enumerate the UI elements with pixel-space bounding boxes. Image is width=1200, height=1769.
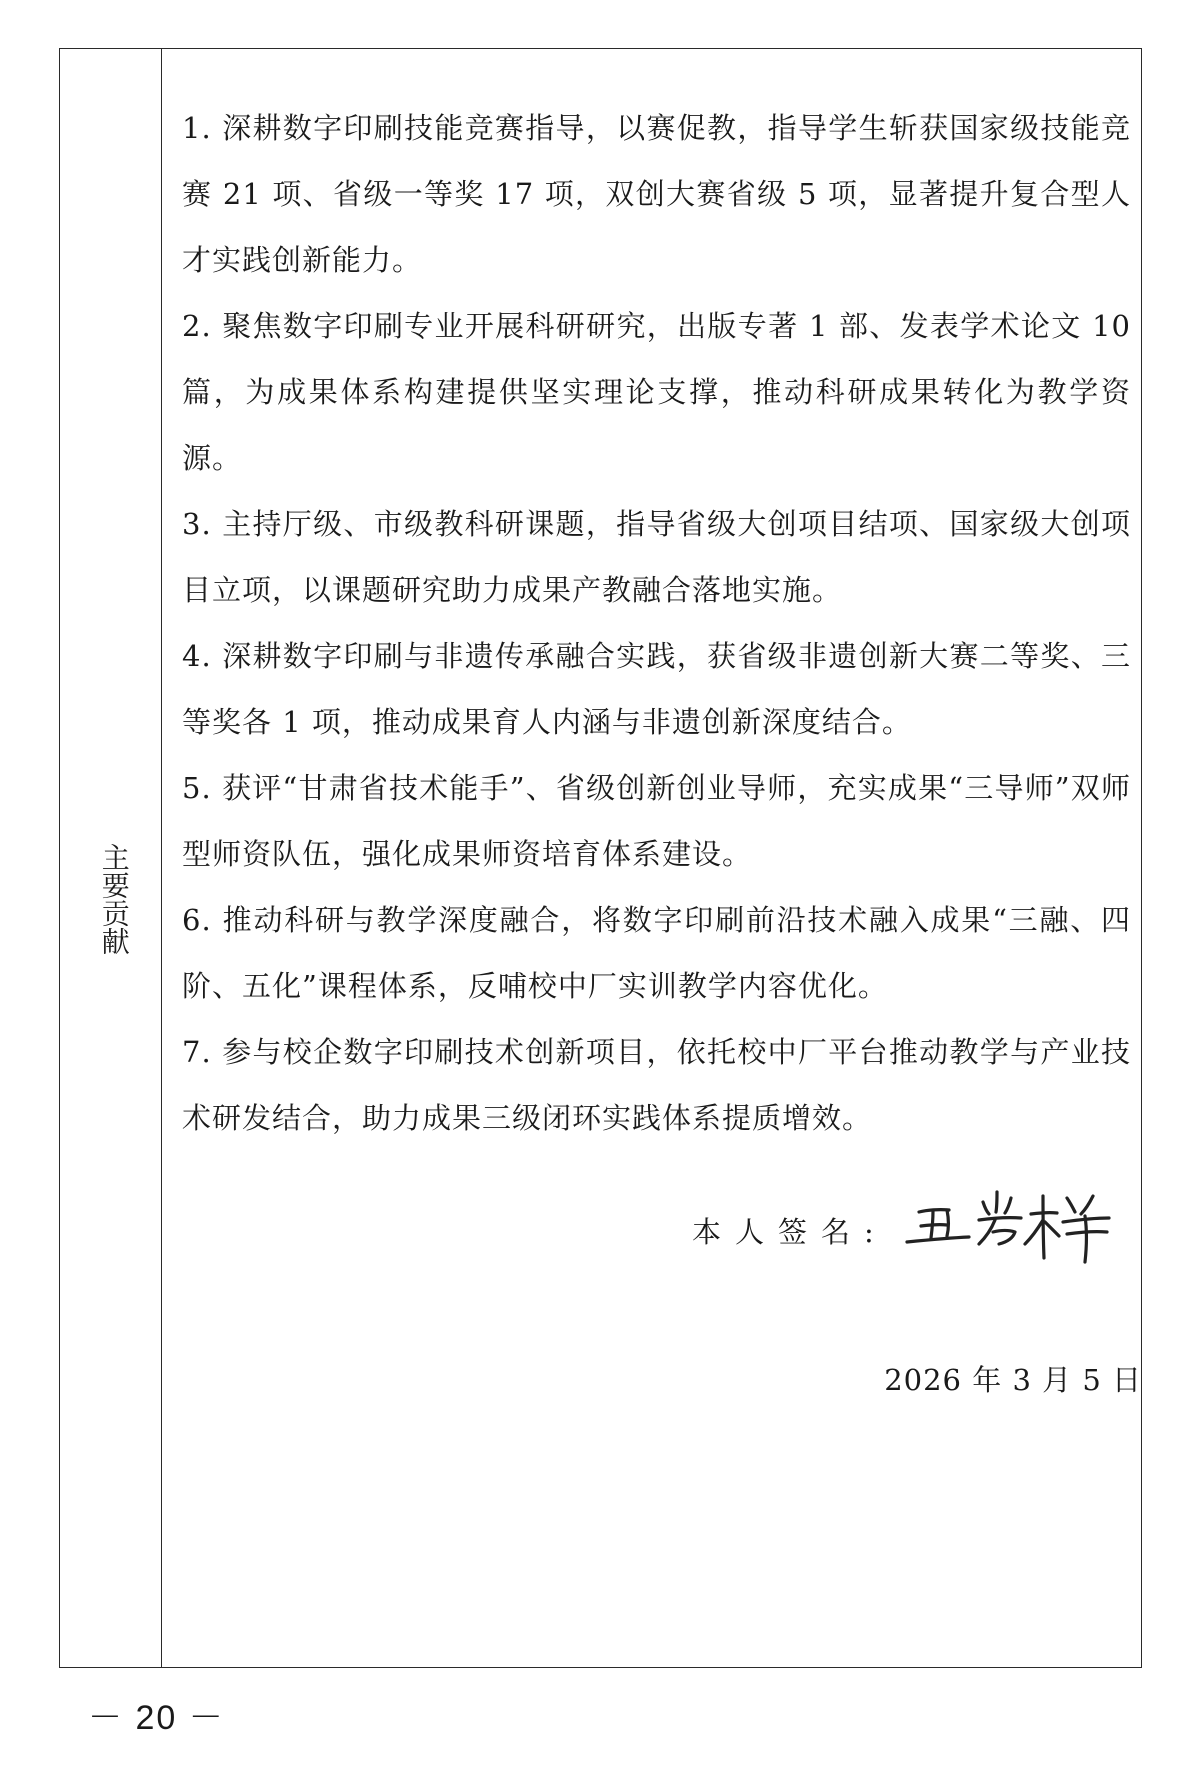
row-label-cell	[60, 49, 162, 1667]
contribution-item: 2. 聚焦数字印刷专业开展科研研究，出版专著 1 部、发表学术论文 10 篇，为成果体系构建提供坚实理论支撑，推动科研成果转化为教学资源。	[182, 309, 1131, 475]
signature-label: 本人签名:	[692, 1215, 888, 1249]
page-number: － 20 －	[88, 1699, 225, 1737]
contribution-table	[59, 48, 1142, 1668]
contribution-item: 1. 深耕数字印刷技能竞赛指导，以赛促教，指导学生斩获国家级技能竞赛 21 项、省级一等奖 17 项，双创大赛省级 5 项，显著提升复合型人才实践创新能力。	[182, 111, 1131, 277]
contribution-item: 6. 推动科研与教学深度融合，将数字印刷前沿技术融入成果“三融、四阶、五化”课程体系，反哺校中厂实训教学内容优化。	[182, 903, 1131, 1003]
row-label: 主要贡献	[97, 843, 131, 955]
contribution-item: 4. 深耕数字印刷与非遗传承融合实践，获省级非遗创新大赛二等奖、三等奖各 1 项，推动成果育人内涵与非遗创新深度结合。	[182, 639, 1131, 739]
signature-block	[692, 1180, 1132, 1270]
handwritten-signature	[897, 1180, 1127, 1265]
contribution-item: 3. 主持厅级、市级教科研课题，指导省级大创项目结项、国家级大创项目立项，以课题研究助力成果产教融合落地实施。	[182, 507, 1131, 607]
contribution-item: 5. 获评“甘肃省技术能手”、省级创新创业导师，充实成果“三导师”双师型师资队伍，强化成果师资培育体系建设。	[182, 771, 1131, 871]
signature-date: 2026 年 3 月 5 日	[884, 1363, 1142, 1397]
contribution-item: 7. 参与校企数字印刷技术创新项目，依托校中厂平台推动教学与产业技术研发结合，助力成果三级闭环实践体系提质增效。	[182, 1035, 1131, 1135]
contribution-content-cell	[162, 49, 1141, 1667]
